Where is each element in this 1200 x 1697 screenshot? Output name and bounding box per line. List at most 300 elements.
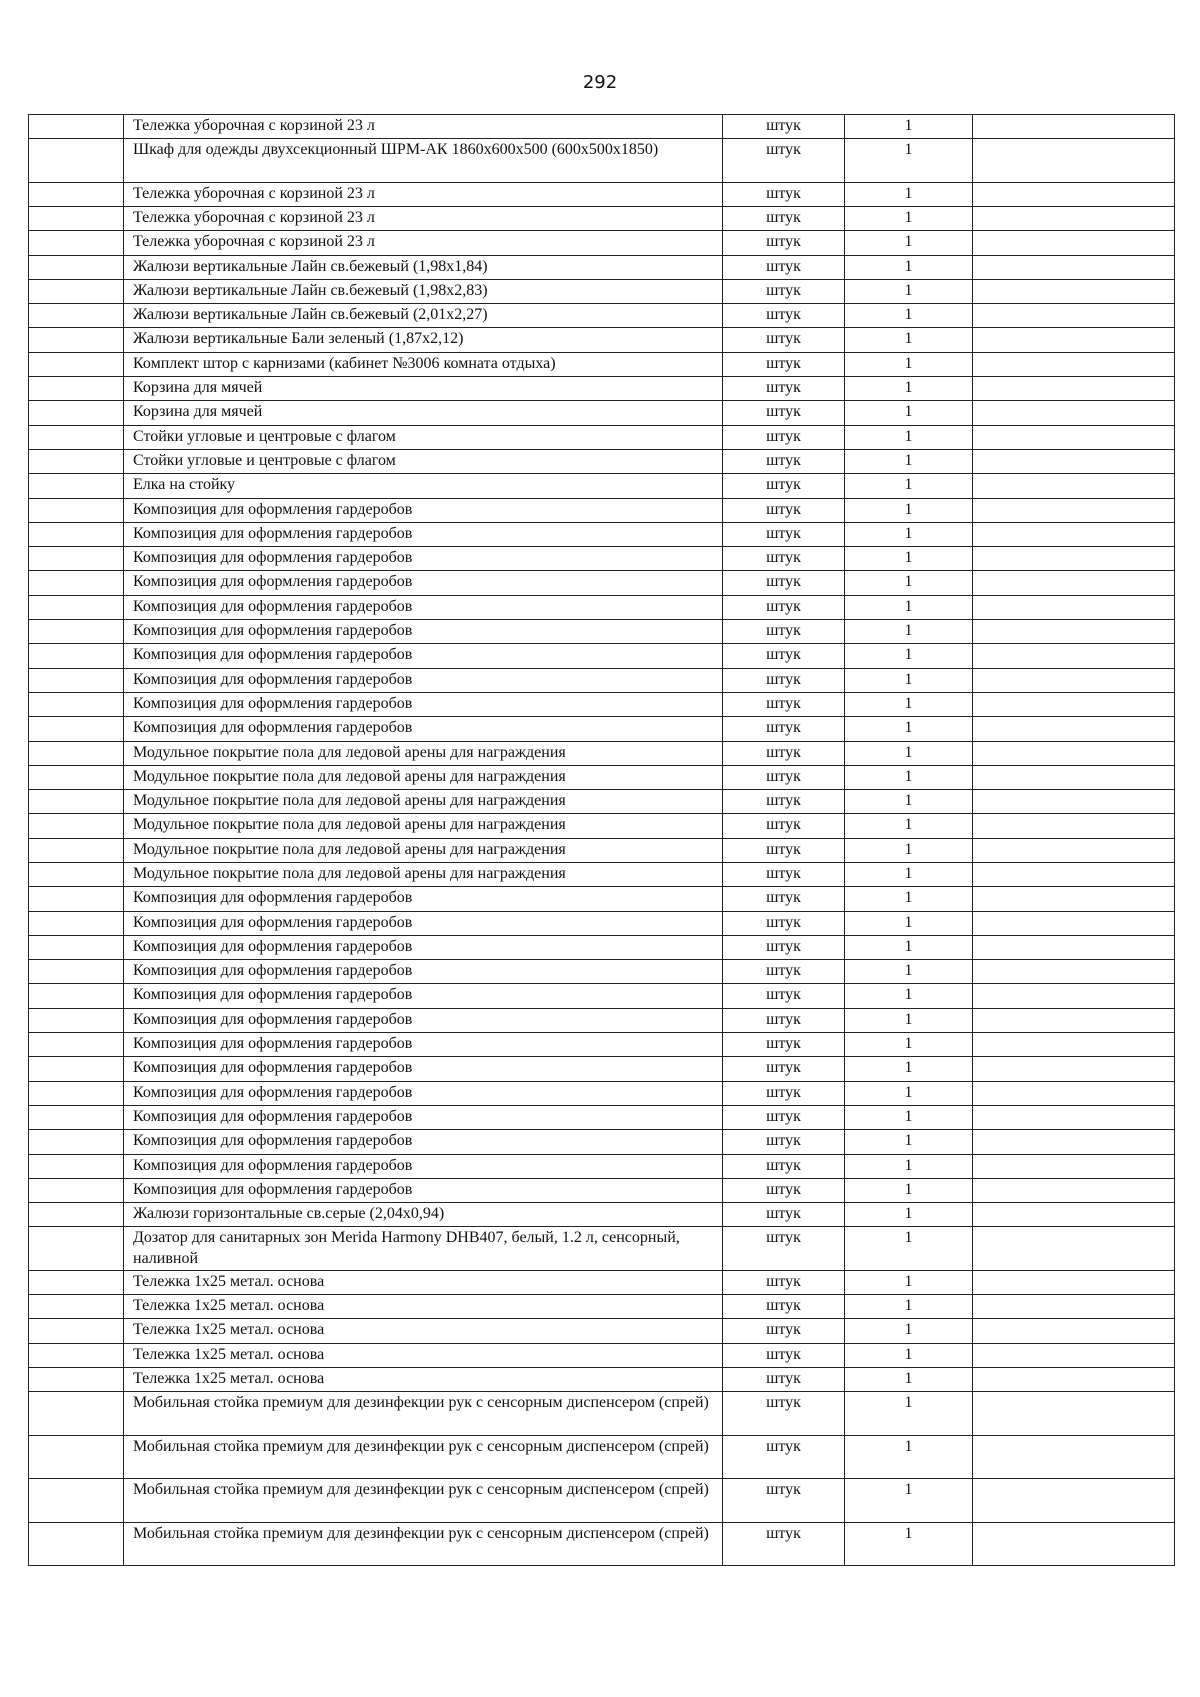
table-row (29, 474, 1175, 498)
row-number-cell (29, 935, 124, 959)
quantity-cell: 1 (845, 547, 973, 571)
item-name-cell: Композиция для оформления гардеробов (124, 984, 723, 1008)
unit-cell: штук (723, 139, 845, 182)
note-cell (973, 1227, 1175, 1270)
note-cell (973, 231, 1175, 255)
quantity-cell: 1 (845, 401, 973, 425)
table-row (29, 139, 1175, 182)
note-cell (973, 377, 1175, 401)
item-name-cell: Композиция для оформления гардеробов (124, 522, 723, 546)
item-name-cell: Дозатор для санитарных зон Merida Harmony DHB407, белый, 1.2 л, сенсорный, наливной (124, 1227, 723, 1270)
table-row (29, 790, 1175, 814)
unit-cell: штук (723, 644, 845, 668)
table-row (29, 1270, 1175, 1294)
row-number-cell (29, 1081, 124, 1105)
quantity-cell: 1 (845, 139, 973, 182)
row-number-cell (29, 887, 124, 911)
table-row (29, 887, 1175, 911)
unit-cell: штук (723, 1105, 845, 1129)
row-number-cell (29, 328, 124, 352)
row-number-cell (29, 1392, 124, 1435)
note-cell (973, 1368, 1175, 1392)
table-row (29, 1057, 1175, 1081)
quantity-cell: 1 (845, 644, 973, 668)
unit-cell: штук (723, 960, 845, 984)
unit-cell: штук (723, 1270, 845, 1294)
table-row (29, 1105, 1175, 1129)
table-row (29, 1522, 1175, 1565)
table-row (29, 984, 1175, 1008)
table-row (29, 1392, 1175, 1435)
table-row (29, 425, 1175, 449)
item-name-cell: Тележка 1х25 метал. основа (124, 1319, 723, 1343)
quantity-cell: 1 (845, 620, 973, 644)
note-cell (973, 741, 1175, 765)
table-row (29, 741, 1175, 765)
unit-cell: штук (723, 1522, 845, 1565)
table-row (29, 182, 1175, 206)
note-cell (973, 911, 1175, 935)
quantity-cell: 1 (845, 1203, 973, 1227)
item-name-cell: Жалюзи вертикальные Лайн св.бежевый (1,98х1,84) (124, 255, 723, 279)
unit-cell: штук (723, 741, 845, 765)
row-number-cell (29, 255, 124, 279)
row-number-cell (29, 1105, 124, 1129)
unit-cell: штук (723, 790, 845, 814)
note-cell (973, 1105, 1175, 1129)
item-name-cell: Композиция для оформления гардеробов (124, 547, 723, 571)
unit-cell: штук (723, 425, 845, 449)
quantity-cell: 1 (845, 717, 973, 741)
table-row (29, 304, 1175, 328)
unit-cell: штук (723, 1203, 845, 1227)
note-cell (973, 1154, 1175, 1178)
item-name-cell: Комплект штор с карнизами (кабинет №3006 комната отдыха) (124, 352, 723, 376)
unit-cell: штук (723, 1392, 845, 1435)
note-cell (973, 206, 1175, 230)
item-name-cell: Модульное покрытие пола для ледовой арены для награждения (124, 765, 723, 789)
quantity-cell: 1 (845, 1008, 973, 1032)
note-cell (973, 115, 1175, 139)
unit-cell: штук (723, 547, 845, 571)
row-number-cell (29, 1295, 124, 1319)
note-cell (973, 1435, 1175, 1478)
quantity-cell: 1 (845, 911, 973, 935)
item-name-cell: Композиция для оформления гардеробов (124, 620, 723, 644)
note-cell (973, 304, 1175, 328)
note-cell (973, 1203, 1175, 1227)
row-number-cell (29, 115, 124, 139)
item-name-cell: Композиция для оформления гардеробов (124, 595, 723, 619)
inventory-table-body (29, 115, 1175, 1566)
item-name-cell: Композиция для оформления гардеробов (124, 717, 723, 741)
row-number-cell (29, 1227, 124, 1270)
unit-cell: штук (723, 328, 845, 352)
item-name-cell: Жалюзи вертикальные Лайн св.бежевый (2,01х2,27) (124, 304, 723, 328)
row-number-cell (29, 1203, 124, 1227)
row-number-cell (29, 668, 124, 692)
quantity-cell: 1 (845, 692, 973, 716)
table-row (29, 1319, 1175, 1343)
quantity-cell: 1 (845, 887, 973, 911)
item-name-cell: Тележка уборочная с корзиной 23 л (124, 206, 723, 230)
unit-cell: штук (723, 474, 845, 498)
row-number-cell (29, 1057, 124, 1081)
table-row (29, 1033, 1175, 1057)
item-name-cell: Стойки угловые и центровые с флагом (124, 425, 723, 449)
item-name-cell: Композиция для оформления гардеробов (124, 960, 723, 984)
item-name-cell: Композиция для оформления гардеробов (124, 692, 723, 716)
quantity-cell: 1 (845, 1368, 973, 1392)
row-number-cell (29, 401, 124, 425)
table-row (29, 814, 1175, 838)
quantity-cell: 1 (845, 765, 973, 789)
quantity-cell: 1 (845, 449, 973, 473)
unit-cell: штук (723, 1319, 845, 1343)
unit-cell: штук (723, 498, 845, 522)
table-row (29, 911, 1175, 935)
table-row (29, 1435, 1175, 1478)
quantity-cell: 1 (845, 790, 973, 814)
item-name-cell: Шкаф для одежды двухсекционный ШРМ-АК 1860х600х500 (600х500х1850) (124, 139, 723, 182)
row-number-cell (29, 790, 124, 814)
row-number-cell (29, 279, 124, 303)
note-cell (973, 425, 1175, 449)
note-cell (973, 644, 1175, 668)
table-row (29, 352, 1175, 376)
item-name-cell: Тележка 1х25 метал. основа (124, 1343, 723, 1367)
row-number-cell (29, 838, 124, 862)
table-row (29, 449, 1175, 473)
unit-cell: штук (723, 863, 845, 887)
unit-cell: штук (723, 911, 845, 935)
table-row (29, 115, 1175, 139)
table-row (29, 595, 1175, 619)
row-number-cell (29, 741, 124, 765)
table-row (29, 377, 1175, 401)
note-cell (973, 498, 1175, 522)
table-row (29, 838, 1175, 862)
unit-cell: штук (723, 352, 845, 376)
item-name-cell: Мобильная стойка премиум для дезинфекции рук с сенсорным диспенсером (спрей) (124, 1522, 723, 1565)
quantity-cell: 1 (845, 279, 973, 303)
unit-cell: штук (723, 838, 845, 862)
row-number-cell (29, 1033, 124, 1057)
note-cell (973, 1343, 1175, 1367)
quantity-cell: 1 (845, 304, 973, 328)
unit-cell: штук (723, 401, 845, 425)
table-row (29, 1081, 1175, 1105)
table-row (29, 1203, 1175, 1227)
row-number-cell (29, 1178, 124, 1202)
unit-cell: штук (723, 1368, 845, 1392)
item-name-cell: Композиция для оформления гардеробов (124, 668, 723, 692)
table-row (29, 668, 1175, 692)
note-cell (973, 887, 1175, 911)
table-row (29, 1368, 1175, 1392)
item-name-cell: Тележка 1х25 метал. основа (124, 1368, 723, 1392)
table-row (29, 401, 1175, 425)
table-row (29, 935, 1175, 959)
note-cell (973, 352, 1175, 376)
note-cell (973, 620, 1175, 644)
item-name-cell: Елка на стойку (124, 474, 723, 498)
note-cell (973, 449, 1175, 473)
quantity-cell: 1 (845, 1178, 973, 1202)
unit-cell: штук (723, 595, 845, 619)
row-number-cell (29, 1522, 124, 1565)
quantity-cell: 1 (845, 182, 973, 206)
quantity-cell: 1 (845, 1227, 973, 1270)
note-cell (973, 522, 1175, 546)
quantity-cell: 1 (845, 425, 973, 449)
quantity-cell: 1 (845, 1270, 973, 1294)
row-number-cell (29, 984, 124, 1008)
quantity-cell: 1 (845, 1105, 973, 1129)
table-row (29, 571, 1175, 595)
quantity-cell: 1 (845, 377, 973, 401)
unit-cell: штук (723, 887, 845, 911)
note-cell (973, 1008, 1175, 1032)
table-row (29, 206, 1175, 230)
row-number-cell (29, 231, 124, 255)
quantity-cell: 1 (845, 863, 973, 887)
unit-cell: штук (723, 717, 845, 741)
page-number: 292 (582, 72, 618, 93)
note-cell (973, 863, 1175, 887)
note-cell (973, 960, 1175, 984)
note-cell (973, 838, 1175, 862)
quantity-cell: 1 (845, 1479, 973, 1522)
item-name-cell: Композиция для оформления гардеробов (124, 644, 723, 668)
quantity-cell: 1 (845, 1343, 973, 1367)
table-row (29, 765, 1175, 789)
unit-cell: штук (723, 1227, 845, 1270)
table-row (29, 255, 1175, 279)
item-name-cell: Жалюзи вертикальные Бали зеленый (1,87х2,12) (124, 328, 723, 352)
row-number-cell (29, 620, 124, 644)
note-cell (973, 1479, 1175, 1522)
note-cell (973, 1392, 1175, 1435)
row-number-cell (29, 425, 124, 449)
item-name-cell: Мобильная стойка премиум для дезинфекции рук с сенсорным диспенсером (спрей) (124, 1392, 723, 1435)
item-name-cell: Композиция для оформления гардеробов (124, 498, 723, 522)
table-row (29, 1130, 1175, 1154)
note-cell (973, 1130, 1175, 1154)
row-number-cell (29, 911, 124, 935)
quantity-cell: 1 (845, 1295, 973, 1319)
item-name-cell: Жалюзи горизонтальные св.серые (2,04х0,94) (124, 1203, 723, 1227)
row-number-cell (29, 1130, 124, 1154)
row-number-cell (29, 1343, 124, 1367)
inventory-table (28, 114, 1175, 1566)
table-row (29, 692, 1175, 716)
item-name-cell: Модульное покрытие пола для ледовой арены для награждения (124, 838, 723, 862)
table-row (29, 1154, 1175, 1178)
unit-cell: штук (723, 1178, 845, 1202)
item-name-cell: Композиция для оформления гардеробов (124, 1105, 723, 1129)
note-cell (973, 668, 1175, 692)
quantity-cell: 1 (845, 1435, 973, 1478)
unit-cell: штук (723, 1081, 845, 1105)
item-name-cell: Композиция для оформления гардеробов (124, 1033, 723, 1057)
unit-cell: штук (723, 1154, 845, 1178)
quantity-cell: 1 (845, 1392, 973, 1435)
item-name-cell: Композиция для оформления гардеробов (124, 887, 723, 911)
table-row (29, 1343, 1175, 1367)
row-number-cell (29, 960, 124, 984)
note-cell (973, 255, 1175, 279)
note-cell (973, 182, 1175, 206)
quantity-cell: 1 (845, 668, 973, 692)
unit-cell: штук (723, 1057, 845, 1081)
table-row (29, 328, 1175, 352)
item-name-cell: Композиция для оформления гардеробов (124, 935, 723, 959)
note-cell (973, 1178, 1175, 1202)
unit-cell: штук (723, 522, 845, 546)
unit-cell: штук (723, 571, 845, 595)
unit-cell: штук (723, 231, 845, 255)
table-row (29, 644, 1175, 668)
unit-cell: штук (723, 984, 845, 1008)
unit-cell: штук (723, 668, 845, 692)
row-number-cell (29, 571, 124, 595)
item-name-cell: Модульное покрытие пола для ледовой арены для награждения (124, 863, 723, 887)
note-cell (973, 717, 1175, 741)
item-name-cell: Композиция для оформления гардеробов (124, 911, 723, 935)
unit-cell: штук (723, 935, 845, 959)
quantity-cell: 1 (845, 474, 973, 498)
table-row (29, 1227, 1175, 1270)
unit-cell: штук (723, 1435, 845, 1478)
table-row (29, 498, 1175, 522)
item-name-cell: Композиция для оформления гардеробов (124, 1057, 723, 1081)
item-name-cell: Композиция для оформления гардеробов (124, 1081, 723, 1105)
unit-cell: штук (723, 1008, 845, 1032)
item-name-cell: Модульное покрытие пола для ледовой арены для награждения (124, 814, 723, 838)
table-row (29, 1295, 1175, 1319)
table-row (29, 1178, 1175, 1202)
row-number-cell (29, 1435, 124, 1478)
unit-cell: штук (723, 279, 845, 303)
row-number-cell (29, 644, 124, 668)
unit-cell: штук (723, 304, 845, 328)
quantity-cell: 1 (845, 595, 973, 619)
note-cell (973, 401, 1175, 425)
unit-cell: штук (723, 182, 845, 206)
row-number-cell (29, 1319, 124, 1343)
note-cell (973, 1522, 1175, 1565)
note-cell (973, 814, 1175, 838)
unit-cell: штук (723, 1033, 845, 1057)
row-number-cell (29, 304, 124, 328)
table-row (29, 1479, 1175, 1522)
unit-cell: штук (723, 1295, 845, 1319)
item-name-cell: Мобильная стойка премиум для дезинфекции рук с сенсорным диспенсером (спрей) (124, 1435, 723, 1478)
row-number-cell (29, 377, 124, 401)
item-name-cell: Мобильная стойка премиум для дезинфекции рук с сенсорным диспенсером (спрей) (124, 1479, 723, 1522)
row-number-cell (29, 717, 124, 741)
quantity-cell: 1 (845, 1057, 973, 1081)
quantity-cell: 1 (845, 1522, 973, 1565)
quantity-cell: 1 (845, 935, 973, 959)
item-name-cell: Тележка уборочная с корзиной 23 л (124, 115, 723, 139)
note-cell (973, 935, 1175, 959)
table-row (29, 717, 1175, 741)
note-cell (973, 1319, 1175, 1343)
unit-cell: штук (723, 206, 845, 230)
note-cell (973, 790, 1175, 814)
unit-cell: штук (723, 1479, 845, 1522)
note-cell (973, 328, 1175, 352)
quantity-cell: 1 (845, 838, 973, 862)
item-name-cell: Композиция для оформления гардеробов (124, 571, 723, 595)
note-cell (973, 474, 1175, 498)
row-number-cell (29, 522, 124, 546)
row-number-cell (29, 814, 124, 838)
item-name-cell: Тележка уборочная с корзиной 23 л (124, 182, 723, 206)
note-cell (973, 139, 1175, 182)
item-name-cell: Тележка 1х25 метал. основа (124, 1295, 723, 1319)
note-cell (973, 1295, 1175, 1319)
unit-cell: штук (723, 449, 845, 473)
unit-cell: штук (723, 1130, 845, 1154)
row-number-cell (29, 765, 124, 789)
quantity-cell: 1 (845, 571, 973, 595)
item-name-cell: Композиция для оформления гардеробов (124, 1130, 723, 1154)
unit-cell: штук (723, 765, 845, 789)
table-row (29, 1008, 1175, 1032)
table-row (29, 620, 1175, 644)
quantity-cell: 1 (845, 206, 973, 230)
note-cell (973, 279, 1175, 303)
quantity-cell: 1 (845, 328, 973, 352)
row-number-cell (29, 863, 124, 887)
row-number-cell (29, 692, 124, 716)
quantity-cell: 1 (845, 498, 973, 522)
row-number-cell (29, 182, 124, 206)
unit-cell: штук (723, 692, 845, 716)
note-cell (973, 595, 1175, 619)
item-name-cell: Стойки угловые и центровые с флагом (124, 449, 723, 473)
row-number-cell (29, 139, 124, 182)
item-name-cell: Модульное покрытие пола для ледовой арены для награждения (124, 790, 723, 814)
quantity-cell: 1 (845, 255, 973, 279)
note-cell (973, 984, 1175, 1008)
quantity-cell: 1 (845, 522, 973, 546)
quantity-cell: 1 (845, 1081, 973, 1105)
table-row (29, 960, 1175, 984)
item-name-cell: Корзина для мячей (124, 401, 723, 425)
quantity-cell: 1 (845, 1154, 973, 1178)
item-name-cell: Композиция для оформления гардеробов (124, 1178, 723, 1202)
quantity-cell: 1 (845, 1319, 973, 1343)
row-number-cell (29, 1008, 124, 1032)
note-cell (973, 1057, 1175, 1081)
table-row (29, 547, 1175, 571)
note-cell (973, 1081, 1175, 1105)
item-name-cell: Модульное покрытие пола для ледовой арены для награждения (124, 741, 723, 765)
item-name-cell: Корзина для мячей (124, 377, 723, 401)
item-name-cell: Композиция для оформления гардеробов (124, 1154, 723, 1178)
row-number-cell (29, 206, 124, 230)
note-cell (973, 571, 1175, 595)
unit-cell: штук (723, 255, 845, 279)
unit-cell: штук (723, 1343, 845, 1367)
row-number-cell (29, 1479, 124, 1522)
quantity-cell: 1 (845, 1033, 973, 1057)
table-row (29, 863, 1175, 887)
